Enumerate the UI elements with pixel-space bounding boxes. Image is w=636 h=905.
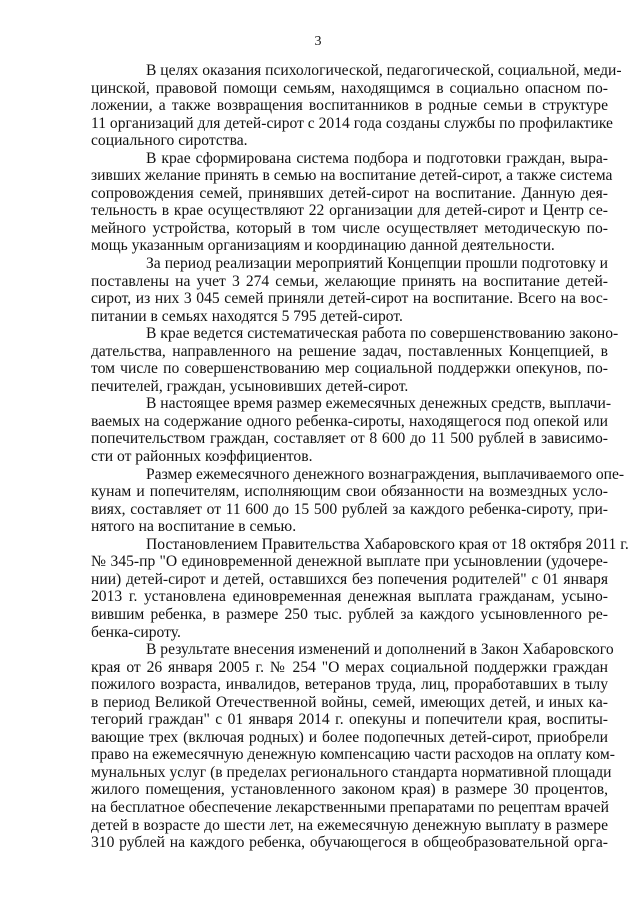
text-line: цинской, правовой помощи семьям, находящимся в социально опасном по- [91, 79, 608, 97]
text-line: № 345-пр "О единовременной денежной выплате при усыновлении (удочере- [91, 553, 608, 571]
text-line: питании в семьях находятся 5 795 детей-сирот. [91, 307, 403, 325]
text-line: В результате внесения изменений и дополнений в Закон Хабаровского [146, 641, 614, 659]
text-line: За период реализации мероприятий Концепции прошли подготовку и [146, 255, 608, 273]
text-line: дательства, направленного на решение задач, поставленных Концепцией, в [91, 342, 608, 360]
text-line: края от 26 января 2005 г. № 254 "О мерах социальной поддержки граждан [91, 658, 608, 676]
text-line: вившим ребенка, в размере 250 тыс. рублей за каждого усыновленного ре- [91, 605, 608, 623]
text-line: право на ежемесячную денежную компенсацию части расходов на оплату ком- [91, 746, 615, 764]
text-line: сопровождения семей, принявших детей-сирот на воспитание. Данную дея- [91, 184, 608, 202]
text-line: нии) детей-сирот и детей, оставшихся без попечения родителей" с 01 января [91, 570, 608, 588]
text-line: В целях оказания психологической, педагогической, социальной, меди- [146, 62, 622, 79]
paragraph [91, 255, 608, 325]
text-line: сирот, из них 3 045 семей приняли детей-сирот на воспитание. Всего на вос- [91, 290, 608, 308]
text-line: мунальных услуг (в пределах регионального стандарта нормативной площади [91, 763, 612, 781]
text-line: тегорий граждан" с 01 января 2014 г. опекуны и попечители края, воспиты- [91, 711, 608, 729]
text-line: на бесплатное обеспечение лекарственными препаратами по рецептам врачей [91, 798, 609, 816]
text-line: ложении, а также возвращения воспитанников в родные семьи в структуре [91, 97, 608, 115]
text-line: бенка-сироту. [91, 623, 181, 641]
text-line: пожилого возраста, инвалидов, ветеранов труда, лиц, проработавших в тылу [91, 676, 608, 694]
paragraph [91, 395, 612, 466]
document-body [91, 62, 629, 852]
paragraph [91, 149, 613, 255]
text-line: мейного устройства, который в том числе осуществляет методическую по- [91, 219, 608, 237]
text-line: в период Великой Отечественной войны, семей, имеющих детей, и иных ка- [91, 693, 608, 711]
text-line: мощь указанным организациям и координацию данной деятельности. [91, 237, 555, 255]
paragraph [91, 641, 615, 852]
text-line: 310 рублей на каждого ребенка, обучающегося в общеобразовательной орга- [91, 834, 608, 852]
paragraph [91, 325, 619, 395]
text-line: ваемых на содержание одного ребенка-сироты, находящегося под опекой или [91, 412, 608, 430]
paragraph [91, 535, 629, 641]
text-line: 2013 г. установлена единовременная денежная выплата гражданам, усыно- [91, 588, 608, 606]
text-line: тельность в крае осуществляют 22 организации для детей-сирот и Центр се- [91, 202, 608, 220]
text-line: зивших желание принять в семью на воспитание детей-сирот, а также система [91, 167, 613, 185]
text-line: попечительством граждан, составляет от 8 600 до 11 500 рублей в зависимо- [91, 430, 608, 448]
text-line: Размер ежемесячного денежного вознаграждения, выплачиваемого опе- [146, 465, 625, 483]
text-line: В крае сформирована система подбора и подготовки граждан, выра- [146, 149, 608, 167]
text-line: 11 организаций для детей-сирот с 2014 года созданы службы по профилактике [91, 114, 613, 132]
paragraph [91, 465, 625, 536]
text-line: Постановлением Правительства Хабаровского края от 18 октября 2011 г. [146, 535, 629, 553]
text-line: В крае ведется систематическая работа по совершенствованию законо- [146, 325, 619, 343]
text-line: кунам и попечителям, исполняющим свои обязанности на возмездных усло- [91, 483, 608, 501]
text-line: нятого на воспитание в семью. [91, 518, 297, 536]
text-line: вающие трех (включая родных) и более подопечных детей-сирот, приобрели [91, 728, 608, 746]
text-line: детей в возрасте до шести лет, на ежемесячную денежную выплату в размере [91, 816, 608, 834]
text-line: социального сиротства. [91, 132, 248, 150]
text-line: поставлены на учет 3 274 семьи, желающие принять на воспитание детей- [91, 272, 608, 290]
text-line: жилого помещения, установленного законом края) в размере 30 процентов, [91, 781, 608, 799]
text-line: сти от районных коэффициентов. [91, 448, 313, 466]
paragraph [91, 62, 622, 150]
text-line: печителей, граждан, усыновивших детей-сирот. [91, 377, 409, 395]
text-line: виях, составляет от 11 600 до 15 500 рублей за каждого ребенка-сироту, при- [91, 500, 608, 518]
text-line: В настоящее время размер ежемесячных денежных средств, выплачи- [146, 395, 612, 413]
page-number: 3 [314, 34, 322, 49]
text-line: том числе по совершенствованию мер социальной поддержки опекунов, по- [91, 360, 608, 378]
